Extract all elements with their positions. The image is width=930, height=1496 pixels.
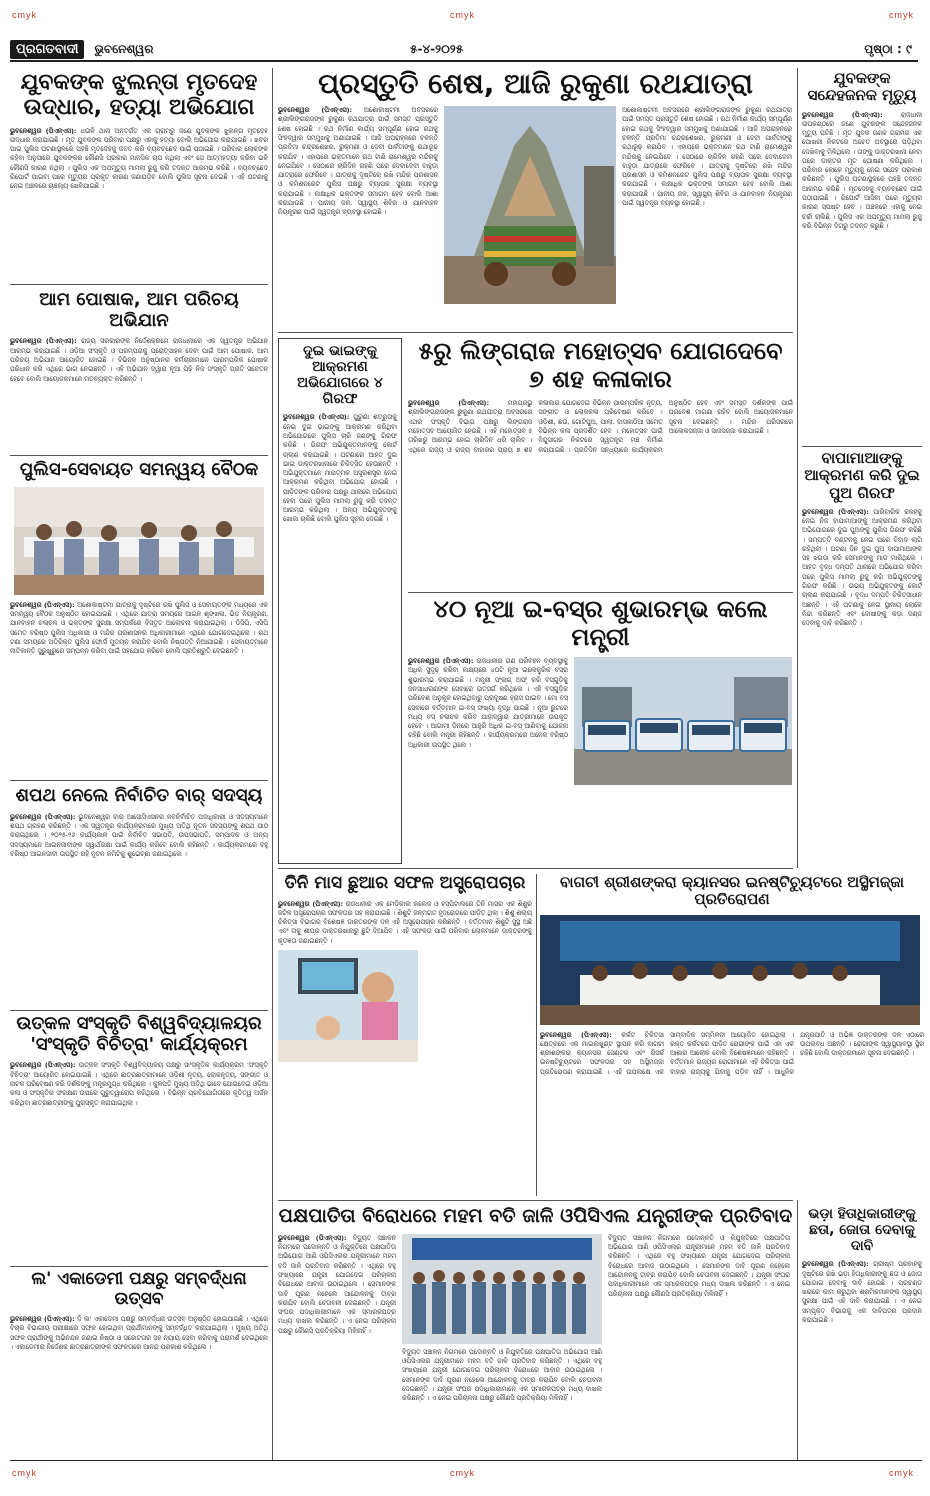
article-a1 xyxy=(10,70,268,278)
article-body xyxy=(802,1260,922,1325)
article-text: ଅଶୋକାଷ୍ଟମୀ ଅବସରରେ ଶ୍ରୀଲିଙ୍ଗରାଜଙ୍କ ରୁକୁଣା ରଥଯାତ୍ରା ପାଇଁ ସମସ୍ତ ପ୍ରସ୍ତୁତି ଶେଷ ହୋଇଛି । ରଥ ନିର୍ମାଣ କାର୍ଯ୍ୟ ସମ୍ପୂର୍ଣ୍ଣ ହୋଇ ରଥକୁ ସିଂହଦ୍ୱାର ସମ୍ମୁଖକୁ ଅଣାଯାଇଛି । ଆଜି ଅପରାହ୍ନରେ ଚଳନ୍ତି ପ୍ରତିମା ଚନ୍ଦ୍ରଶେଖର, ରୁକ୍ମଣୀ ଓ ଦେବୀ ପାର୍ବତୀଙ୍କୁ ରଥାରୂଢ଼ କରାଯିବ । ଏହାପରେ ଭକ୍ତମାନେ ରଥ ଟାଣି ରାମେଶ୍ୱର ମନ୍ଦିରକୁ ନେଇଯିବେ । ସେଠାରେ ଚାରିଦିନ ରହଣି ପରେ ଦେବାଦେବୀ ବାହୁଡ଼ା ଯାତ୍ରାରେ ଫେରିବେ । ଯାତ୍ରାକୁ ଦୃଷ୍ଟିରେ ରଖି ମନ୍ଦିର ପ୍ରଶାସନ ଓ କମିଶନରେଟ ପୁଲିସ ପକ୍ଷରୁ ବ୍ୟାପକ ସୁରକ୍ଷା ବ୍ୟବସ୍ଥା କରାଯାଇଛି । ଲକ୍ଷାଧିକ ଭକ୍ତଙ୍କ ସମାଗମ ହେବ ବୋଲି ଆଶା କରାଯାଉଛି । ପାନୀୟ ଜଳ, ସ୍ୱାସ୍ଥ୍ୟ ଶିବିର ଓ ଯାନବାହନ ନିୟନ୍ତ୍ରଣ ପାଇଁ ସ୍ୱତନ୍ତ୍ର ବ୍ୟବସ୍ଥା ହୋଇଛି । xyxy=(278,106,438,217)
lead-headline: ପ୍ରସ୍ତୁତି ଶେଷ, ଆଜି ରୁକୁଣା ରଥଯାତ୍ରା xyxy=(318,68,753,100)
article-body xyxy=(540,1031,924,1197)
article-text: ଭୁବନେଶ୍ୱର ବାର୍ ଆସୋସିଏସନର ନବନିର୍ବାଚିତ ପଦାଧିକାରୀ ଓ ସଦସ୍ୟମାନେ ଶପଥ ଗ୍ରହଣ କରିଛନ୍ତି । ଏକ ସ୍ୱତନ୍ତ୍ର କାର୍ଯ୍ୟକ୍ରମରେ ମୁଖ୍ୟ ଅତିଥି ନୂତନ ସଦସ୍ୟଙ୍କୁ ଶପଥ ପାଠ କରାଇଥିଲେ । ୨୦୨୫-୨୬ କାର୍ଯ୍ୟକାଳ ପାଇଁ ନିର୍ବାଚିତ ସଭାପତି, ଉପସଭାପତି, ସମ୍ପାଦକ ଓ ଅନ୍ୟ ସଦସ୍ୟମାନେ ଆଇନଜୀବୀଙ୍କ ସ୍ୱାର୍ଥରକ୍ଷା ପାଇଁ କାର୍ଯ୍ୟ କରିବେ ବୋଲି କହିଛନ୍ତି । କାର୍ଯ୍ୟକ୍ରମରେ ବହୁ ବରିଷ୍ଠ ଆଇନଜୀବୀ ଉପସ୍ଥିତ ରହି ନୂତନ କମିଟିକୁ ଶୁଭେଚ୍ଛା ଜଣାଇଥିଲେ । xyxy=(10,812,268,858)
press-photo xyxy=(540,915,920,1025)
dateline: ଭୁବନେଶ୍ୱର (ପିଏନ୍ଏସ): xyxy=(10,1315,75,1324)
print-mark: cmyk xyxy=(450,10,475,20)
column-rule xyxy=(536,874,537,1196)
dateline: ଭୁବନେଶ୍ୱର (ପିଏନ୍ଏସ): xyxy=(283,413,350,422)
divider xyxy=(408,592,793,593)
page-bottom-rule xyxy=(10,1460,922,1461)
dateline: ଭୁବନେଶ୍ୱର (ପିଏନ୍ଏସ): xyxy=(408,657,474,666)
headline: ଯୁବକଙ୍କ ଝୁଲନ୍ତା ମୃତଦେହ ଉଦ୍ଧାର, ହତ୍ୟା ଅଭିଯୋଗ xyxy=(20,70,258,121)
dateline: ଭୁବନେଶ୍ୱର (ପିଏନ୍ଏସ): xyxy=(802,507,869,516)
article-body xyxy=(278,900,532,946)
article-body-continued xyxy=(622,106,792,312)
dateline: ଭୁବନେଶ୍ୱର (ପିଏନ୍ଏସ): xyxy=(408,399,490,408)
headline: ଉତ୍କଳ ସଂସ୍କୃତି ବିଶ୍ୱବିଦ୍ୟାଳୟର 'ସଂସ୍କୃତି ବିଚିତ୍ରା' କାର୍ଯ୍ୟକ୍ରମ xyxy=(16,1014,262,1055)
article-b6 xyxy=(540,874,924,1196)
article-text: ରାଜଧାନୀର ଗଣ ପରିବହନ ବ୍ୟବସ୍ଥାକୁ ଅଧିକ ସୁଦୃଢ଼ କରିବା ଲକ୍ଷ୍ୟରେ ୪୦ଟି ନୂଆ ଇଲେକ୍ଟ୍ରିକ ବସ୍‌ର ଶୁଭାରମ୍ଭ କରାଯାଇଛି । ମନ୍ତ୍ରୀ ଫ୍ଲାଗ୍ ଅଫ୍ କରି ବସ୍‌ଗୁଡ଼ିକୁ ଜନସାଧାରଣଙ୍କ ସେବାରେ ଉତ୍ସର୍ଗ କରିଥିଲେ । ଏହି ବସ୍‌ଗୁଡ଼ିକ ପରିବେଶ ଅନୁକୂଳ ହୋଇଥିବାରୁ ପ୍ରଦୂଷଣ ହ୍ରାସ ପାଇବ । ମୋ ବସ୍ ସେବାରେ ବର୍ତ୍ତମାନ ଇ-ବସ୍ ସଂଖ୍ୟା ବୃଦ୍ଧି ପାଇଛି । ନୂଆ ରୁଟରେ ମଧ୍ୟ ବସ୍ ଚଳାଚଳ କରିବ ଯାହାଦ୍ୱାରା ଯାତ୍ରୀମାନେ ଉପକୃତ ହେବେ । ଆଗାମୀ ଦିନରେ ଆହୁରି ଅଧିକ ଇ-ବସ୍ ଆଣିବାକୁ ଯୋଜନା ରହିଛି ବୋଲି ମନ୍ତ୍ରୀ କହିଛନ୍ତି । କାର୍ଯ୍ୟକ୍ରମରେ ଅନେକ ବରିଷ୍ଠ ଅଧିକାରୀ ଉପସ୍ଥିତ ଥିଲେ । xyxy=(408,657,568,749)
divider xyxy=(10,780,268,781)
article-body xyxy=(408,657,568,864)
divider xyxy=(278,332,793,333)
article-text: ଗ୍ରୀଷ୍ମ ପ୍ରବାହକୁ ଦୃଷ୍ଟିରେ ରଖି ଭଡ଼ା ହିତାଧିକାରୀଙ୍କୁ ଛତା ଓ ଜୋତା ଯୋଗାଇ ଦେବାକୁ ଦାବି ହୋଇଛି । ପ୍ରଚଣ୍ଡ ଖରାରେ କାମ କରୁଥିବା ଶ୍ରମିକମାନଙ୍କ ସ୍ୱାସ୍ଥ୍ୟ ସୁରକ୍ଷା ପାଇଁ ଏହି ଦାବି କରାଯାଇଛି । ଏ ନେଇ ସମ୍ପୃକ୍ତ ବିଭାଗକୁ ଏକ ଦାବିପତ୍ର ପ୍ରଦାନ କରାଯାଇଛି । xyxy=(802,1260,922,1324)
dateline: ଭୁବନେଶ୍ୱର (ପିଏନ୍ଏସ): xyxy=(10,812,76,821)
headline: ପକ୍ଷପାତିତା ବିରୋଧରେ ମହମ ବତି ଜାଳି ଓପିସିଏଲ ଯନ୍ତ୍ରୀଙ୍କ ପ୍ରତିବାଦ xyxy=(278,1206,793,1227)
article-body xyxy=(283,413,397,524)
article-text: ପାରିବାରିକ କଳହକୁ ନେଇ ନିଜ ବାପାମାଆଙ୍କୁ ଆକ୍ରମଣ କରିଥିବା ଅଭିଯୋଗରେ ଦୁଇ ପୁଅଙ୍କୁ ପୁଲିସ ଗିରଫ କରିଛି । ସମ୍ପତ୍ତି ବଣ୍ଟନକୁ ନେଇ ଘରେ ବିବାଦ ଲାଗି ରହିଥିଲା । ଘଟଣା ଦିନ ଦୁଇ ପୁଅ ବାପାମାଆଙ୍କ ସହ ଝଗଡ଼ା କରି ସେମାନଙ୍କୁ ମାଡ଼ ମାରିଥିଲେ । ଆହତ ବୃଦ୍ଧ ଦମ୍ପତି ଥାନାରେ ଅଭିଯୋଗ କରିବା ପରେ ପୁଲିସ ମାମଲା ରୁଜୁ କରି ଅଭିଯୁକ୍ତଙ୍କୁ ଗିରଫ କରିଛି । ଉଭୟ ଅଭିଯୁକ୍ତଙ୍କୁ କୋର୍ଟ ଚାଲାଣ କରାଯାଇଛି । ବୃଦ୍ଧ ଦମ୍ପତି ଚିକିତ୍ସାଧୀନ ଅଛନ୍ତି । ଏହି ଘଟଣାକୁ ନେଇ ସ୍ଥାନୀୟ ଲୋକେ ନିନ୍ଦା କରିଛନ୍ତି ଏବଂ ଦୋଷୀଙ୍କୁ କଡ଼ା ଦଣ୍ଡ ଦେବାକୁ ଦାବି କରିଛନ୍ତି । xyxy=(802,507,922,628)
article-body xyxy=(802,111,922,232)
article-body xyxy=(10,127,268,192)
print-mark: cmyk xyxy=(889,10,914,20)
article-b4 xyxy=(408,596,793,864)
article-text: ପୁରୁଣା ଶତ୍ରୁତାକୁ ନେଇ ଦୁଇ ଭାଇଙ୍କୁ ଆକ୍ରମଣ କରିଥିବା ଅଭିଯୋଗରେ ପୁଲିସ ଚାରି ଜଣଙ୍କୁ ଗିରଫ କରିଛି । ଗିରଫ ଅଭିଯୁକ୍ତମାନଙ୍କୁ କୋର୍ଟ ଚାଲାଣ କରାଯାଇଛି । ଘଟଣାରେ ଆହତ ଦୁଇ ଭାଇ ଡାକ୍ତରଖାନାରେ ଚିକିତ୍ସିତ ହେଉଛନ୍ତି । ଅଭିଯୁକ୍ତମାନେ ମାରାତ୍ମକ ଅସ୍ତ୍ରଶସ୍ତ୍ର ନେଇ ଆକ୍ରମଣ କରିଥିବା ଅଭିଯୋଗ ହୋଇଛି । ପୀଡ଼ିତଙ୍କ ପରିବାର ପକ୍ଷରୁ ଥାନାରେ ଅଭିଯୋଗ ହେବା ପରେ ପୁଲିସ ମାମଲା ରୁଜୁ କରି ତଦନ୍ତ ଆରମ୍ଭ କରିଥିଲା । ଅନ୍ୟ ଅଭିଯୁକ୍ତଙ୍କୁ ଖୋଜା ଚାଲିଛି ବୋଲି ପୁଲିସ ସୂଚନା ଦେଇଛି । xyxy=(283,413,397,524)
dateline: ଭୁବନେଶ୍ୱର (ପିଏନ୍ଏସ): xyxy=(10,600,75,609)
headline: ଶପଥ ନେଲେ ନିର୍ବାଚିତ ବାର୍ ସଦସ୍ୟ xyxy=(15,786,263,806)
divider xyxy=(10,1266,268,1267)
masthead xyxy=(10,38,918,62)
article-text: ରାଜଧାନୀ ଉପକଣ୍ଠରେ ଜଣେ ଯୁବକଙ୍କ ସନ୍ଦେହଜନକ ମୃତ୍ୟୁ ଘଟିଛି । ମୃତ ଯୁବକ ଜଣକ ଗ୍ରାମର ଏକ ପୋଖରୀ ନିକଟରେ ଅଚେତ ଅବସ୍ଥାରେ ପଡ଼ିଥିବା ଦେଖିବାକୁ ମିଳିଥିଲେ । ତାଙ୍କୁ ଡାକ୍ତରଖାନା ନେବା ପରେ ଡାକ୍ତର ମୃତ ଘୋଷଣା କରିଥିଲେ । ପରିବାର ଲୋକେ ମୃତ୍ୟୁକୁ ନେଇ ସନ୍ଦେହ ପ୍ରକାଶ କରିଛନ୍ତି । ପୁଲିସ ଘଟଣାସ୍ଥଳରେ ପହଞ୍ଚି ତଦନ୍ତ ଆରମ୍ଭ କରିଛି । ମୃତଦେହକୁ ବ୍ୟବଚ୍ଛେଦ ପାଇଁ ପଠାଯାଇଛି । ରିପୋର୍ଟ ଆସିବା ପରେ ମୃତ୍ୟୁର କାରଣ ସ୍ପଷ୍ଟ ହେବ । ଅଞ୍ଚଳରେ ଏହାକୁ ନେଇ ଚର୍ଚ୍ଚା ଚାଲିଛି । ପୁଲିସ ଏକ ଅପମୃତ୍ୟୁ ମାମଲା ରୁଜୁ କରି ବିଭିନ୍ନ ଦିଗରୁ ତଦନ୍ତ କରୁଛି । xyxy=(802,110,922,230)
article-text: କର୍କଟ ଚିକିତ୍ସା କ୍ଷେତ୍ରରେ ଏକ ମାଇଲଖୁଣ୍ଟ ସ୍ଥାପନ କରି ବାଗଚୀ ଶ୍ରୀଶଙ୍କରା କ୍ୟାନସର ସେଣ୍ଟର ଏବଂ ରିସର୍ଚ୍ଚ ଇନଷ୍ଟିଚ୍ୟୁଟରେ ସଫଳତାର ସହ ଅସ୍ଥିମଜ୍ଜା ପ୍ରତିରୋପଣ କରାଯାଇଛି । ଏହି ଉପଲକ୍ଷେ ଏକ ସାମ୍ବାଦିକ ସମ୍ମିଳନୀ ଆୟୋଜିତ ହୋଇଥିଲା । ରକ୍ତ କର୍କଟରେ ପୀଡ଼ିତ ରୋଗୀଙ୍କ ପାଇଁ ଏହା ଏକ ଆଶାର ଆଲୋକ ବୋଲି ବିଶେଷଜ୍ଞମାନେ କହିଛନ୍ତି । ବର୍ତ୍ତମାନ ରାଜ୍ୟର ରୋଗୀମାନେ ଏହି ଚିକିତ୍ସା ପାଇଁ ବାହାର ରାଜ୍ୟକୁ ଯିବାକୁ ପଡ଼ିବ ନାହିଁ । ଆଧୁନିକ ଯନ୍ତ୍ରପାତି ଓ ଅଭିଜ୍ଞ ଡାକ୍ତରଙ୍କ ଦଳ ଏଠାରେ ଉପଲବ୍ଧ ଅଛନ୍ତି । ରୋଗୀଙ୍କ ସ୍ୱାସ୍ଥ୍ୟାବସ୍ଥା ସ୍ଥିର ରହିଛି ବୋଲି ଡାକ୍ତରମାନେ ସୂଚନା ଦେଇଛନ୍ତି । xyxy=(540,1030,924,1076)
article-body xyxy=(10,601,268,657)
article-text: ଦି ଲ' ଏକାଡେମୀ ପକ୍ଷରୁ ସମ୍ବର୍ଦ୍ଧନା ଉତ୍ସବ ଅନୁଷ୍ଠିତ ହୋଇଯାଇଛି । ଏଥିରେ ବିଚାର ବିଭାଗୀୟ ପରୀକ୍ଷାରେ ସଫଳ ହୋଇଥିବା ପ୍ରାର୍ଥୀମାନଙ୍କୁ ସମ୍ବର୍ଦ୍ଧିତ କରାଯାଇଥିଲା । ମୁଖ୍ୟ ଅତିଥି ସଫଳ ପ୍ରାର୍ଥୀଙ୍କୁ ଅଭିନନ୍ଦନ ଜଣାଇ ନିଷ୍ଠା ଓ ସଚ୍ଚୋଟତାର ସହ ନ୍ୟାୟ ସେବା କରିବାକୁ ପରାମର୍ଶ ଦେଇଥିଲେ । ଏକାଡେମୀର ନିର୍ଦ୍ଦେଶକ ଛାତ୍ରଛାତ୍ରୀଙ୍କ ସଫଳତାରେ ଆନନ୍ଦ ପ୍ରକାଶ କରିଥିଲେ । xyxy=(10,1315,268,1351)
headline: ବାପାମାଆଙ୍କୁ ଆକ୍ରମଣ କରି ଦୁଇ ପୁଅ ଗିରଫ xyxy=(804,450,920,502)
print-mark: cmyk xyxy=(12,10,37,20)
article-text: ଧଉଳି ଥାନା ଅନ୍ତର୍ଗତ ଏକ ଗ୍ରାମରୁ ଜଣେ ଯୁବକଙ୍କ ଝୁଲନ୍ତା ମୃତଦେହ ଉଦ୍ଧାର କରାଯାଇଛି । ମୃତ ଯୁବକଙ୍କ ପରିବାର ପକ୍ଷରୁ ଏହାକୁ ହତ୍ୟା ବୋଲି ଅଭିଯୋଗ କରାଯାଇଛି । ଖବର ପାଇ ପୁଲିସ ଘଟଣାସ୍ଥଳରେ ପହଞ୍ଚି ମୃତଦେହକୁ ଜବତ କରି ବ୍ୟବଚ୍ଛେଦ ପାଇଁ ପଠାଇଛି । ପରିବାର ଲୋକଙ୍କ କହିବା ଅନୁସାରେ ଯୁବକଙ୍କର କୌଣସି ପ୍ରକାର ମାନସିକ ଚାପ ନଥିଲା ଏବଂ ସେ ଆତ୍ମହତ୍ୟା କରିବା ଭଳି କୌଣସି କାରଣ ନଥିଲା । ପୁଲିସ ଏକ ଅପମୃତ୍ୟୁ ମାମଲା ରୁଜୁ କରି ତଦନ୍ତ ଆରମ୍ଭ କରିଛି । ବ୍ୟବଚ୍ଛେଦ ରିପୋର୍ଟ ପାଇବା ପରେ ମୃତ୍ୟୁର ପ୍ରକୃତ କାରଣ ଜଣାପଡ଼ିବ ବୋଲି ପୁଲିସ ସୂଚନା ଦେଇଛି । ଏହି ଘଟଣାକୁ ନେଇ ଅଞ୍ଚଳରେ ଚାଞ୍ଚଲ୍ୟ ଖେଳିଯାଇଛି । xyxy=(10,126,268,191)
article-text: ରାଜଧାନୀର ଏକ ମେଡିକାଲ କଲେଜ ଓ ହସ୍ପିଟାଲରେ ତିନି ମାସର ଏକ ଶିଶୁର ଜଟିଳ ଅସ୍ତ୍ରୋପଚାର ସଫଳତାର ସହ କରାଯାଇଛି । ଶିଶୁଟି ଜନ୍ମଗତ ହୃଦ୍‌ରୋଗରେ ପୀଡ଼ିତ ଥିଲା । ଶିଶୁ ଶଲ୍ୟ ଚିକିତ୍ସା ବିଭାଗର ବିଶେଷଜ୍ଞ ଡାକ୍ତରଙ୍କ ଦଳ ଏହି ଅସ୍ତ୍ରୋପଚାର କରିଛନ୍ତି । ବର୍ତ୍ତମାନ ଶିଶୁଟି ସୁସ୍ଥ ଅଛି ଏବଂ ତାକୁ ଶୀଘ୍ର ଡାକ୍ତରଖାନାରୁ ଛୁଟି ଦିଆଯିବ । ଏହି ସଫଳତା ପାଇଁ ପରିବାର ଲୋକମାନେ ଡାକ୍ତରଙ୍କୁ କୃତଜ୍ଞତା ଜଣାଇଛନ୍ତି । xyxy=(278,899,532,945)
dateline: ଭୁବନେଶ୍ୱର (ପିଏନ୍ଏସ): xyxy=(278,1233,347,1242)
article-a3 xyxy=(10,460,268,778)
article-a5 xyxy=(10,1014,268,1264)
article-c2 xyxy=(802,450,922,866)
article-body xyxy=(802,508,922,629)
print-mark: cmyk xyxy=(12,1468,37,1478)
headline: ବାଗଚୀ ଶ୍ରୀଶଙ୍କରା କ୍ୟାନସର ଇନଷ୍ଟିଚ୍ୟୁଟରେ ଅସ୍ଥିମଜ୍ଜା ପ୍ରତିରୋପଣ xyxy=(559,874,905,909)
print-mark: cmyk xyxy=(889,1468,914,1478)
divider xyxy=(10,455,268,456)
column-rule xyxy=(797,1200,798,1460)
article-text: ବିଦ୍ୟୁତ ସଞ୍ଚାଳନ ନିଗମରେ ପଦୋନ୍ନତି ଓ ନିଯୁକ୍ତିରେ ପକ୍ଷପାତିତା ଅଭିଯୋଗ ଆଣି ଓପିସିଏଲର ଯନ୍ତ୍ରୀମାନେ ମହମ ବତି ଜାଳି ପ୍ରତିବାଦ କରିଛନ୍ତି । ଏଥିରେ ବହୁ ସଂଖ୍ୟାରେ ଯନ୍ତ୍ରୀ ଯୋଗଦେଇ ପରିଚାଳନା ବିରୋଧରେ ଆବାଜ ଉଠାଇଥିଲେ । ସେମାନଙ୍କ ଦାବି ପୂରଣ ନହେଲେ ଆନ୍ଦୋଳନକୁ ତୀବ୍ର କରାଯିବ ବୋଲି ଚେତାବନୀ ଦେଇଛନ୍ତି । ଯନ୍ତ୍ରୀ ସଂଘର ପଦାଧିକାରୀମାନେ ଏକ ସ୍ମାରକପତ୍ର ମଧ୍ୟ ଦାଖଲ କରିଛନ୍ତି । ଏ ନେଇ ପରିଚାଳନା ପକ୍ଷରୁ କୌଣସି ପ୍ରତିକ୍ରିୟା ମିଳିନାହିଁ । xyxy=(278,1233,396,1335)
article-text: ରାଜ୍ୟ ସରକାରଙ୍କ ନିର୍ଦ୍ଦେଶକ୍ରମେ ରାଜଧାନୀରେ ଏକ ସ୍ୱତନ୍ତ୍ର ଅଭିଯାନ ଆରମ୍ଭ କରାଯାଇଛି । ଓଡ଼ିଆ ସଂସ୍କୃତି ଓ ପରମ୍ପରାକୁ ପ୍ରୋତ୍ସାହନ ଦେବା ପାଇଁ ଆମ ପୋଷାକ, ଆମ ପରିଚୟ ଅଭିଯାନ ଆୟୋଜିତ ହୋଇଛି । ବିଭିନ୍ନ ଅନୁଷ୍ଠାନର କର୍ମଚାରୀମାନେ ପାରମ୍ପରିକ ପୋଷାକ ପରିଧାନ କରି ଏଥିରେ ଭାଗ ନେଇଛନ୍ତି । ଏହି ଅଭିଯାନ ଦ୍ୱାରା ନୂଆ ପିଢ଼ି ନିଜ ସଂସ୍କୃତି ପ୍ରତି ସଚେତନ ହେବେ ବୋଲି ଆୟୋଜକମାନେ ମତବ୍ୟକ୍ତ କରିଛନ୍ତି । xyxy=(10,337,268,383)
article-text: ବିଦ୍ୟୁତ ସଞ୍ଚାଳନ ନିଗମରେ ପଦୋନ୍ନତି ଓ ନିଯୁକ୍ତିରେ ପକ୍ଷପାତିତା ଅଭିଯୋଗ ଆଣି ଓପିସିଏଲର ଯନ୍ତ୍ରୀମାନେ ମହମ ବତି ଜାଳି ପ୍ରତିବାଦ କରିଛନ୍ତି । ଏଥିରେ ବହୁ ସଂଖ୍ୟାରେ ଯନ୍ତ୍ରୀ ଯୋଗଦେଇ ପରିଚାଳନା ବିରୋଧରେ ଆବାଜ ଉଠାଇଥିଲେ । ସେମାନଙ୍କ ଦାବି ପୂରଣ ନହେଲେ ଆନ୍ଦୋଳନକୁ ତୀବ୍ର କରାଯିବ ବୋଲି ଚେତାବନୀ ଦେଇଛନ୍ତି । ଯନ୍ତ୍ରୀ ସଂଘର ପଦାଧିକାରୀମାନେ ଏକ ସ୍ମାରକପତ୍ର ମଧ୍ୟ ଦାଖଲ କରିଛନ୍ତି । ଏ ନେଇ ପରିଚାଳନା ପକ୍ଷରୁ କୌଣସି ପ୍ରତିକ୍ରିୟା ମିଳିନାହିଁ । xyxy=(402,1347,602,1403)
article-body xyxy=(10,1315,268,1352)
dateline: ଭୁବନେଶ୍ୱର (ପିଏନ୍ଏସ): xyxy=(278,899,344,908)
dateline: ଭୁବନେଶ୍ୱର (ପିଏନ୍ଏସ): xyxy=(10,1061,76,1070)
dateline: ଭୁବନେଶ୍ୱର (ପିଏନ୍ଏସ): xyxy=(10,337,77,346)
article-a4 xyxy=(10,786,268,1008)
article-body xyxy=(408,399,793,455)
divider xyxy=(802,446,922,447)
article-b3 xyxy=(408,338,793,590)
headline: ତିନି ମାସ ଛୁଆର ସଫଳ ଅସ୍ତ୍ରୋପଚାର xyxy=(284,874,526,893)
article-c1 xyxy=(802,70,922,442)
article-b5 xyxy=(278,874,532,1196)
headline: ଲ' ଏକାଡେମୀ ପକ୍ଷରୁ ସମ୍ବର୍ଦ୍ଧନା ଉତ୍ସବ xyxy=(31,1270,247,1309)
edition-date: ୫-୪-୨୦୨୫ xyxy=(410,41,464,56)
candle-photo xyxy=(402,1234,602,1344)
article-body xyxy=(10,337,268,383)
article-b7 xyxy=(278,1206,793,1456)
headline: ୫ରୁ ଲିଙ୍ଗରାଜ ମହୋତ୍ସବ ଯୋଗଦେବେ ୭ ଶହ କଳାକାର xyxy=(418,338,783,393)
dateline: ଭୁବନେଶ୍ୱର (ପିଏନ୍ଏସ): xyxy=(802,110,883,119)
column-rule xyxy=(797,68,798,868)
article-text: ମହାପ୍ରଭୁ ଶ୍ରୀଲିଙ୍ଗରାଜଙ୍କ ରୁକୁଣା ରଥଯାତ୍ରା ଅବସରରେ ଏଥର ସଂସ୍କୃତି ବିଭାଗ ପକ୍ଷରୁ ଲିଙ୍ଗରାଜ ମହୋତ୍ସବ ଆୟୋଜିତ ହେଉଛି । ଏହି ମହୋତ୍ସବ ୫ ତାରିଖରୁ ଆରମ୍ଭ ହୋଇ ଚାରିଦିନ ଧରି ଚାଲିବ । ଏଥିରେ ରାଜ୍ୟ ଓ ରାଜ୍ୟ ବାହାରର ପ୍ରାୟ ୭ ଶହ କଳାକାର ଯୋଗଦେଇ ବିଭିନ୍ନ ପାରମ୍ପରିକ ନୃତ୍ୟ, ସଙ୍ଗୀତ ଓ ଲୋକକଳା ପରିବେଷଣ କରିବେ । ଓଡ଼ିଶୀ, ଛଉ, ଗୋଟିପୁଅ, ପାଲା, ଦାସକାଠିଆ ସମେତ ବିଭିନ୍ନ କଳା ପ୍ରଦର୍ଶିତ ହେବ । ମହୋତ୍ସବ ପାଇଁ ବିନ୍ଦୁସାଗର ନିକଟରେ ସ୍ୱତନ୍ତ୍ର ମଞ୍ଚ ନିର୍ମାଣ କରାଯାଇଛି । ପ୍ରତିଦିନ ସନ୍ଧ୍ୟାରେ କାର୍ଯ୍ୟକ୍ରମ ଅନୁଷ୍ଠିତ ହେବ ଏବଂ ସମସ୍ତ ଦର୍ଶକଙ୍କ ପାଇଁ ପ୍ରବେଶ ମାଗଣା ରହିବ ବୋଲି ଆୟୋଜକମାନେ ସୂଚନା ଦେଇଛନ୍ତି । ମନ୍ଦିର ପରିସରରେ ଆଲୋକସଜ୍ଜା ଓ ସାଜସଜ୍ଜା କରାଯାଇଛି । xyxy=(408,399,793,454)
headline: ପୁଲିସ-ସେବାୟତ ସମନ୍ୱୟ ବୈଠକ xyxy=(19,460,259,480)
dateline: ଭୁବନେଶ୍ୱର (ପିଏନ୍ଏସ): xyxy=(540,1030,612,1039)
article-c3 xyxy=(802,1206,922,1456)
print-mark: cmyk xyxy=(450,1468,475,1478)
divider xyxy=(278,868,793,869)
article-body-continued xyxy=(402,1348,602,1434)
rath-photo xyxy=(444,106,616,304)
divider xyxy=(10,284,268,285)
bus-photo xyxy=(574,657,792,785)
divider xyxy=(278,1200,793,1201)
article-a6 xyxy=(10,1270,268,1454)
edition-city: ଭୁବନେଶ୍ୱର xyxy=(94,41,154,56)
newspaper-logo: ପ୍ରଗତବାଦୀ xyxy=(10,40,84,59)
dateline: ଭୁବନେଶ୍ୱର (ପିଏନ୍ଏସ): xyxy=(278,106,353,115)
article-text: ଅଶୋକାଷ୍ଟମୀ ଅବସରରେ ଶ୍ରୀଲିଙ୍ଗରାଜଙ୍କ ରୁକୁଣା ରଥଯାତ୍ରା ପାଇଁ ସମସ୍ତ ପ୍ରସ୍ତୁତି ଶେଷ ହୋଇଛି । ରଥ ନିର୍ମାଣ କାର୍ଯ୍ୟ ସମ୍ପୂର୍ଣ୍ଣ ହୋଇ ରଥକୁ ସିଂହଦ୍ୱାର ସମ୍ମୁଖକୁ ଅଣାଯାଇଛି । ଆଜି ଅପରାହ୍ନରେ ଚଳନ୍ତି ପ୍ରତିମା ଚନ୍ଦ୍ରଶେଖର, ରୁକ୍ମଣୀ ଓ ଦେବୀ ପାର୍ବତୀଙ୍କୁ ରଥାରୂଢ଼ କରାଯିବ । ଏହାପରେ ଭକ୍ତମାନେ ରଥ ଟାଣି ରାମେଶ୍ୱର ମନ୍ଦିରକୁ ନେଇଯିବେ । ସେଠାରେ ଚାରିଦିନ ରହଣି ପରେ ଦେବାଦେବୀ ବାହୁଡ଼ା ଯାତ୍ରାରେ ଫେରିବେ । ଯାତ୍ରାକୁ ଦୃଷ୍ଟିରେ ରଖି ମନ୍ଦିର ପ୍ରଶାସନ ଓ କମିଶନରେଟ ପୁଲିସ ପକ୍ଷରୁ ବ୍ୟାପକ ସୁରକ୍ଷା ବ୍ୟବସ୍ଥା କରାଯାଇଛି । ଲକ୍ଷାଧିକ ଭକ୍ତଙ୍କ ସମାଗମ ହେବ ବୋଲି ଆଶା କରାଯାଉଛି । ପାନୀୟ ଜଳ, ସ୍ୱାସ୍ଥ୍ୟ ଶିବିର ଓ ଯାନବାହନ ନିୟନ୍ତ୍ରଣ ପାଇଁ ସ୍ୱତନ୍ତ୍ର ବ୍ୟବସ୍ଥା ହୋଇଛି । xyxy=(622,106,792,207)
article-body xyxy=(278,1234,396,1434)
article-text: ଅଶୋକାଷ୍ଟମୀ ଯାତ୍ରାକୁ ଦୃଷ୍ଟିରେ ରଖି ପୁଲିସ ଓ ସେବାୟତଙ୍କ ମଧ୍ୟରେ ଏକ ସମନ୍ୱୟ ବୈଠକ ଅନୁଷ୍ଠିତ ହୋଇଯାଇଛି । ଏଥିରେ ଯାତ୍ରା ସମୟରେ ଆଇନ ଶୃଙ୍ଖଳା, ଭିଡ଼ ନିୟନ୍ତ୍ରଣ, ଯାନବାହନ ଚଳାଚଳ ଓ ଭକ୍ତଙ୍କ ସୁରକ୍ଷା ସମ୍ପର୍କରେ ବିସ୍ତୃତ ଆଲୋଚନା କରାଯାଇଥିଲା । ଡିସିପି, ଏସିପି ସମେତ ବରିଷ୍ଠ ପୁଲିସ ଅଧିକାରୀ ଓ ମନ୍ଦିର ପ୍ରଶାସନର ଅଧିକାରୀମାନେ ଏଥିରେ ଯୋଗଦେଇଥିଲେ । ରଥ ଟଣା ସମୟରେ ଅତିରିକ୍ତ ପୁଲିସ ଫୋର୍ସ ମୁତୟନ କରାଯିବ ବୋଲି ନିଷ୍ପତ୍ତି ନିଆଯାଇଛି । ସେବାୟତମାନେ ନୀତିକାନ୍ତି ସୁରୁଖୁରୁରେ ସମ୍ପନ୍ନ କରିବା ପାଇଁ ସହଯୋଗ କରିବେ ବୋଲି ପ୍ରତିଶ୍ରୁତି ଦେଇଛନ୍ତି । xyxy=(10,600,268,656)
column-rule xyxy=(272,68,273,1460)
article-text: ବିଦ୍ୟୁତ ସଞ୍ଚାଳନ ନିଗମରେ ପଦୋନ୍ନତି ଓ ନିଯୁକ୍ତିରେ ପକ୍ଷପାତିତା ଅଭିଯୋଗ ଆଣି ଓପିସିଏଲର ଯନ୍ତ୍ରୀମାନେ ମହମ ବତି ଜାଳି ପ୍ରତିବାଦ କରିଛନ୍ତି । ଏଥିରେ ବହୁ ସଂଖ୍ୟାରେ ଯନ୍ତ୍ରୀ ଯୋଗଦେଇ ପରିଚାଳନା ବିରୋଧରେ ଆବାଜ ଉଠାଇଥିଲେ । ସେମାନଙ୍କ ଦାବି ପୂରଣ ନହେଲେ ଆନ୍ଦୋଳନକୁ ତୀବ୍ର କରାଯିବ ବୋଲି ଚେତାବନୀ ଦେଇଛନ୍ତି । ଯନ୍ତ୍ରୀ ସଂଘର ପଦାଧିକାରୀମାନେ ଏକ ସ୍ମାରକପତ୍ର ମଧ୍ୟ ଦାଖଲ କରିଛନ୍ତି । ଏ ନେଇ ପରିଚାଳନା ପକ୍ଷରୁ କୌଣସି ପ୍ରତିକ୍ରିୟା ମିଳିନାହିଁ । xyxy=(608,1233,790,1298)
headline: ୪୦ ନୂଆ ଇ-ବସ୍‌ର ଶୁଭାରମ୍ଭ କଲେ ମନ୍ତ୍ରୀ xyxy=(433,596,768,651)
article-b1 xyxy=(278,68,793,330)
article-body xyxy=(10,1061,268,1107)
article-a2 xyxy=(10,290,268,450)
article-text: ଉତ୍କଳ ସଂସ୍କୃତି ବିଶ୍ୱବିଦ୍ୟାଳୟ ପକ୍ଷରୁ ସାଂସ୍କୃତିକ କାର୍ଯ୍ୟକ୍ରମ 'ସଂସ୍କୃତି ବିଚିତ୍ରା' ଆୟୋଜିତ ହୋଇଯାଇଛି । ଏଥିରେ ଛାତ୍ରଛାତ୍ରୀମାନେ ଓଡ଼ିଶୀ ନୃତ୍ୟ, ଲୋକନୃତ୍ୟ, ସଙ୍ଗୀତ ଓ ନାଟକ ପରିବେଷଣ କରି ଦର୍ଶକଙ୍କୁ ମନ୍ତ୍ରମୁଗ୍ଧ କରିଥିଲେ । କୁଳପତି ମୁଖ୍ୟ ଅତିଥି ଭାବେ ଯୋଗଦେଇ ଓଡ଼ିଆ କଳା ଓ ସଂସ୍କୃତିର ସଂରକ୍ଷଣ ଉପରେ ଗୁରୁତ୍ୱାରୋପ କରିଥିଲେ । ବିଭିନ୍ନ ପ୍ରତିଯୋଗିତାରେ କୃତିତ୍ୱ ଅର୍ଜନ କରିଥିବା ଛାତ୍ରଛାତ୍ରୀଙ୍କୁ ପୁରସ୍କୃତ କରାଯାଇଥିଲା । xyxy=(10,1061,268,1107)
divider xyxy=(10,1010,268,1011)
headline: ଭଡ଼ା ହିତାଧିକାରୀଙ୍କୁ ଛତା, ଜୋତା ଦେବାକୁ ଦାବି xyxy=(808,1206,916,1255)
meeting-photo xyxy=(14,487,264,595)
dateline: ଭୁବନେଶ୍ୱର (ପିଏନ୍ଏସ): xyxy=(802,1260,869,1269)
page-number: ପୃଷ୍ଠା : ୯ xyxy=(864,41,912,56)
headline: ଦୁଇ ଭାଇଙ୍କୁ ଆକ୍ରମଣ ଅଭିଯୋଗରେ ୪ ଗିରଫ xyxy=(297,343,383,408)
article-b2 xyxy=(278,338,402,864)
headline: ଆମ ପୋଷାକ, ଆମ ପରିଚୟ ଅଭିଯାନ xyxy=(39,290,239,331)
article-body-continued xyxy=(608,1234,790,1434)
headline: ଯୁବକଙ୍କ ସନ୍ଦେହଜନକ ମୃତ୍ୟୁ xyxy=(807,70,917,105)
article-body xyxy=(10,813,268,859)
dateline: ଭୁବନେଶ୍ୱର (ପିଏନ୍ଏସ): xyxy=(10,126,77,135)
baby-photo xyxy=(278,950,418,1062)
article-body xyxy=(278,106,438,312)
